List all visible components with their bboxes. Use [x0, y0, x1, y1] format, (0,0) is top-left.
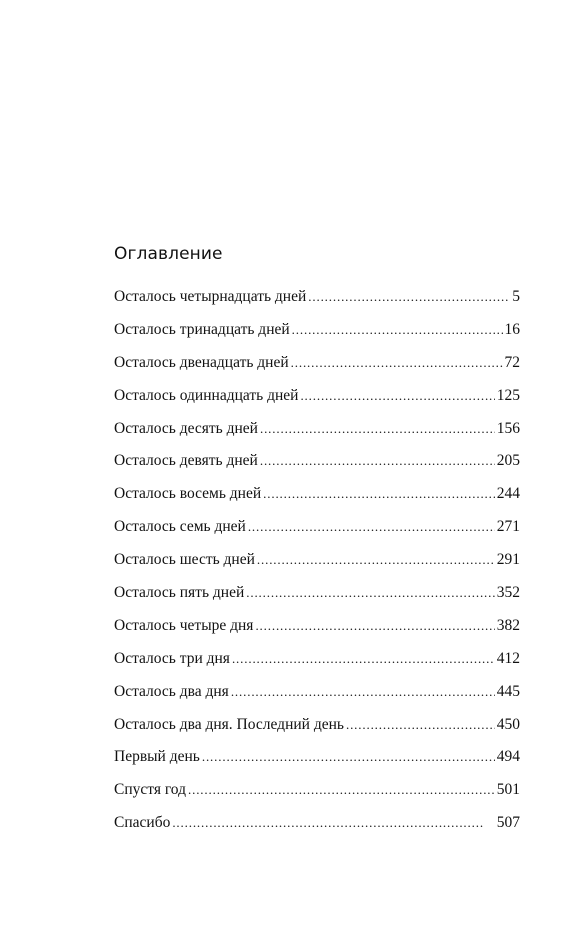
toc-entry-title: Осталось шесть дней — [114, 551, 255, 569]
toc-entry-title: Осталось три дня — [114, 649, 230, 667]
toc-entry-page-number: 450 — [496, 715, 520, 733]
toc-entry — [114, 319, 520, 352]
toc-entry — [114, 418, 520, 451]
toc-entry-title: Осталось двенадцать дней — [114, 353, 289, 371]
dot-leader — [231, 681, 495, 703]
toc-entry — [114, 483, 520, 516]
dot-leader — [248, 516, 495, 538]
toc-entry-page-number: 291 — [496, 551, 520, 569]
dot-leader — [257, 549, 495, 571]
toc-entry — [114, 812, 520, 845]
dot-leader — [260, 418, 495, 440]
dot-leader — [255, 615, 494, 637]
dot-leader — [346, 714, 495, 736]
dot-leader — [172, 812, 494, 834]
toc-entry — [114, 450, 520, 483]
toc-entry — [114, 615, 520, 648]
dot-leader — [291, 352, 503, 374]
dot-leader — [292, 319, 503, 341]
toc-entry — [114, 681, 520, 714]
toc-entry — [114, 714, 520, 747]
toc-entry-page-number: 494 — [496, 748, 520, 766]
toc-heading: Оглавление — [114, 244, 223, 264]
toc-entry — [114, 385, 520, 418]
toc-entry-page-number: 382 — [496, 616, 520, 634]
toc-entry — [114, 746, 520, 779]
toc-entry-page-number: 244 — [496, 485, 520, 503]
toc-entry-page-number: 156 — [496, 419, 520, 437]
dot-leader — [308, 286, 510, 308]
toc-entry — [114, 582, 520, 615]
toc-entry-title: Спасибо — [114, 814, 171, 832]
toc-entry-title: Осталось восемь дней — [114, 485, 262, 503]
toc-entry — [114, 286, 520, 319]
toc-entry — [114, 352, 520, 385]
toc-entry-title: Первый день — [114, 748, 200, 766]
toc-entry-title: Осталось семь дней — [114, 518, 246, 536]
toc-entry-page-number: 412 — [496, 649, 520, 667]
toc-entry — [114, 648, 520, 681]
toc-entry-page-number: 16 — [504, 320, 520, 338]
toc-entry-title: Спустя год — [114, 781, 186, 799]
toc-entry-title: Осталось десять дней — [114, 419, 258, 437]
toc-entry — [114, 779, 520, 812]
dot-leader — [202, 746, 495, 768]
toc-entry-title: Осталось пять дней — [114, 584, 245, 602]
toc-entry-title: Осталось девять дней — [114, 452, 258, 470]
dot-leader — [232, 648, 495, 670]
toc-entry-page-number: 205 — [496, 452, 520, 470]
toc-entry-page-number: 352 — [496, 584, 520, 602]
toc-entry-page-number: 507 — [496, 814, 520, 832]
toc-entry — [114, 549, 520, 582]
toc-entry-page-number: 125 — [496, 386, 520, 404]
toc-entry-page-number: 271 — [496, 518, 520, 536]
toc-list — [114, 286, 520, 845]
toc-entry-page-number: 501 — [496, 781, 520, 799]
toc-entry-title: Осталось одиннадцать дней — [114, 386, 299, 404]
toc-entry-page-number: 72 — [504, 353, 520, 371]
toc-entry-page-number: 445 — [496, 682, 520, 700]
dot-leader — [263, 483, 495, 505]
toc-entry-title: Осталось четыре дня — [114, 616, 254, 634]
dot-leader — [300, 385, 494, 407]
dot-leader — [260, 450, 495, 472]
toc-entry-title: Осталось тринадцать дней — [114, 320, 290, 338]
dot-leader — [246, 582, 495, 604]
toc-entry — [114, 516, 520, 549]
toc-entry-title: Осталось два дня. Последний день — [114, 715, 344, 733]
dot-leader — [188, 779, 495, 801]
toc-entry-title: Осталось четырнадцать дней — [114, 288, 307, 305]
toc-entry-title: Осталось два дня — [114, 682, 229, 700]
toc-entry-page-number: 5 — [512, 288, 520, 305]
